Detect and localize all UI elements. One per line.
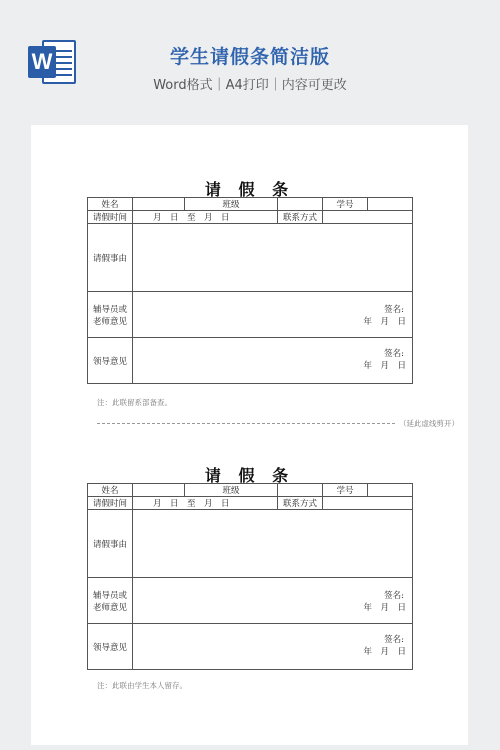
sign-date: 年 月 日: [363, 646, 407, 657]
leader-opinion-field[interactable]: [133, 338, 413, 384]
name-field[interactable]: [133, 484, 185, 497]
reason-label: 请假事由: [88, 224, 133, 292]
name-label: 姓名: [88, 198, 133, 211]
page-title: 学生请假条简洁版: [169, 46, 330, 68]
counselor-label-line1: 辅导员或: [92, 590, 127, 601]
student-id-field[interactable]: [368, 484, 413, 497]
counselor-label: [88, 292, 133, 338]
sign-label: 签名:: [384, 590, 405, 601]
contact-field[interactable]: [323, 497, 413, 510]
counselor-label-line2: 老师意见: [92, 316, 127, 327]
class-label: 班级: [185, 198, 278, 211]
slip-title: 请 假 条: [204, 180, 295, 199]
leave-time-label: 请假时间: [88, 211, 133, 224]
date-range-field[interactable]: 月 日 至 月 日: [133, 497, 278, 510]
counselor-opinion-field[interactable]: [133, 292, 413, 338]
word-letter-badge: W: [28, 46, 56, 78]
name-label: 姓名: [88, 484, 133, 497]
class-label: 班级: [185, 484, 278, 497]
counselor-label: [88, 578, 133, 624]
reason-label: 请假事由: [88, 510, 133, 578]
student-id-field[interactable]: [368, 198, 413, 211]
sign-date: 年 月 日: [363, 316, 407, 327]
counselor-label-line2: 老师意见: [92, 602, 127, 613]
cut-line: [97, 423, 395, 424]
cut-label: （延此虚线剪开）: [399, 419, 459, 428]
leave-form-table: [87, 197, 413, 384]
student-id-label: 学号: [323, 484, 368, 497]
counselor-label-line1: 辅导员或: [92, 304, 127, 315]
contact-label: 联系方式: [278, 497, 323, 510]
contact-field[interactable]: [323, 211, 413, 224]
page-subtitle: Word格式｜A4打印｜内容可更改: [153, 78, 347, 93]
contact-label: 联系方式: [278, 211, 323, 224]
document-page: [31, 125, 468, 745]
slip-note: 注：此联由学生本人留存。: [97, 681, 187, 690]
reason-field[interactable]: [133, 224, 413, 292]
date-range-field[interactable]: 月 日 至 月 日: [133, 211, 278, 224]
leader-opinion-field[interactable]: [133, 624, 413, 670]
student-id-label: 学号: [323, 198, 368, 211]
leave-form-table: [87, 483, 413, 670]
sign-label: 签名:: [384, 634, 405, 645]
leave-time-label: 请假时间: [88, 497, 133, 510]
class-field[interactable]: [278, 484, 323, 497]
sign-date: 年 月 日: [363, 602, 407, 613]
sign-label: 签名:: [384, 304, 405, 315]
name-field[interactable]: [133, 198, 185, 211]
counselor-opinion-field[interactable]: [133, 578, 413, 624]
leader-label: 领导意见: [88, 624, 133, 670]
leader-label: 领导意见: [88, 338, 133, 384]
slip-note: 注：此联留系部备查。: [97, 398, 172, 407]
reason-field[interactable]: [133, 510, 413, 578]
class-field[interactable]: [278, 198, 323, 211]
sign-label: 签名:: [384, 348, 405, 359]
slip-title: 请 假 条: [204, 466, 295, 485]
sign-date: 年 月 日: [363, 360, 407, 371]
header: [0, 0, 500, 125]
